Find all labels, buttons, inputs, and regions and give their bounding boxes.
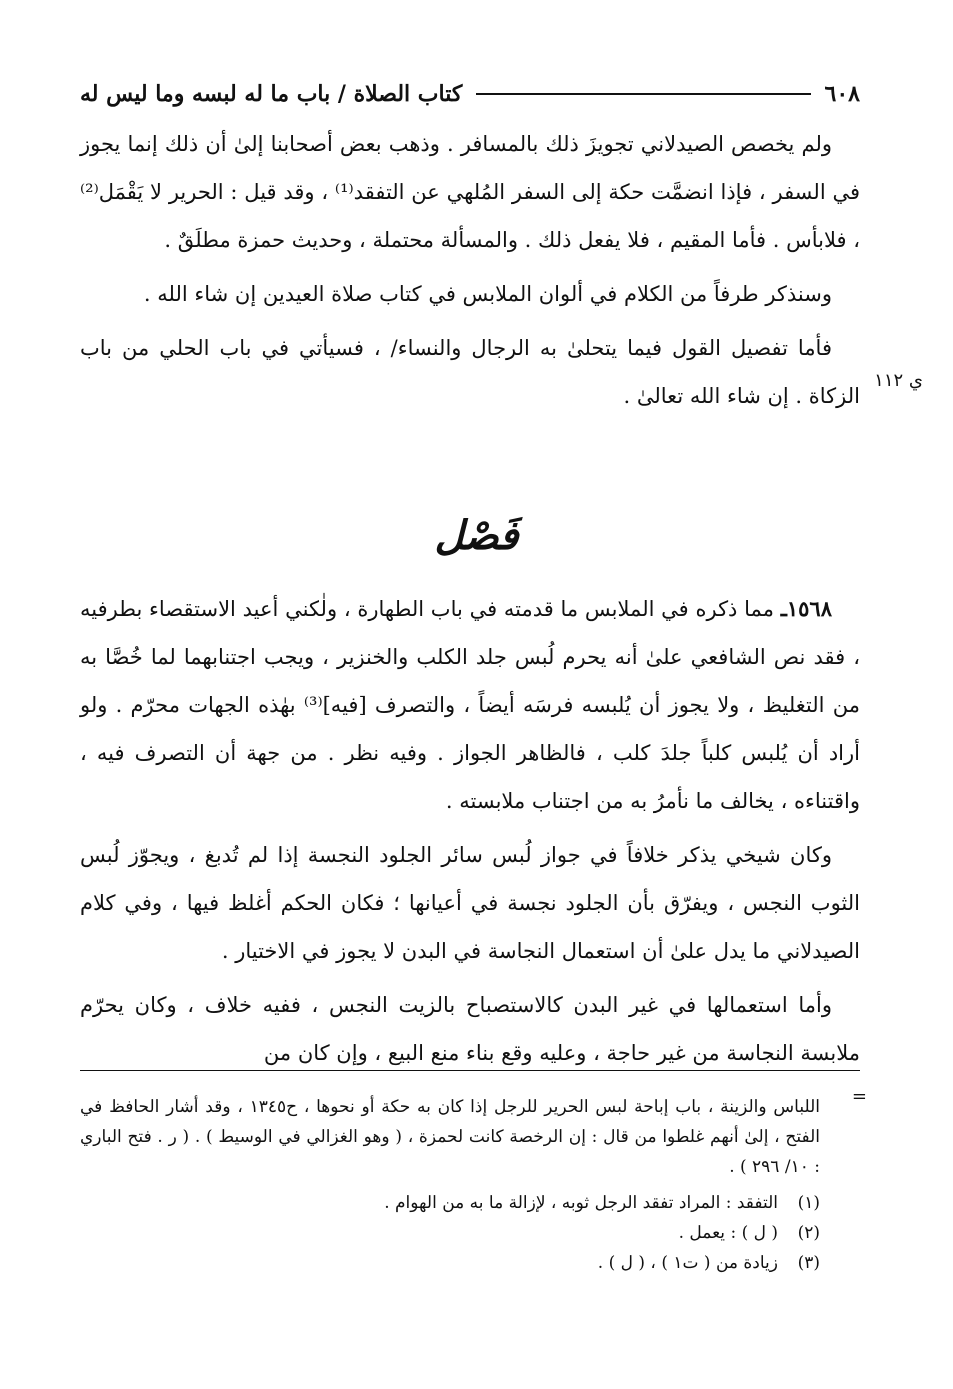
footnote-text: التفقد : المراد تفقد الرجل ثوبه ، لإزالة ما به من الهوام . — [384, 1193, 778, 1213]
footnotes — [80, 1092, 820, 1278]
footnote-number: (٣) — [797, 1253, 820, 1273]
footnote-marker: = — [851, 1086, 867, 1107]
paragraph-text: مما ذكره في الملابس ما قدمته في باب الطهارة ، ولٰكني أعيد الاستقصاء بطرفيه ، فقد نص الشافعي علىٰ أنه يحرم لُبس جلد الكلب والخنزير ، ويجب اجتنابهما لما خُصَّا به من التغليظ ، ولا يجوز أن يُلبسه فرسَه أيضاً ، والتصرف [فيه]⁽³⁾ بهٰذه الجهات محرّم . ولو أراد أن يُلبس كلباً جلدَ كلب ، فالظاهر الجواز . وفيه نظر . من جهة أن التصرف فيه ، واقتناءه ، يخالف ما نأمرُ به من اجتناب ملابسته . — [80, 597, 860, 813]
footnote-number: (٢) — [797, 1223, 820, 1243]
header-title: كتاب الصلاة / باب ما له لبسه وما ليس له — [80, 81, 463, 107]
footnote-continuation: اللباس والزينة ، باب إباحة لبس الحرير للرجل إذا كان به حكة أو نحوها ، ح١٣٤٥ ، وقد أشار الحافظ في الفتح ، إلىٰ أنهم غلطوا من قال : إن الرخصة كانت لحمزة ، ( وهو الغزالي في الوسيط ) . ( ر . فتح الباري : ١٠/ ٢٩٦ ) . — [80, 1097, 820, 1177]
paragraph-text: وكان شيخي يذكر خلافاً في جواز لُبس سائر الجلود النجسة إذا لم تُدبغ ، ويجوّز لُبس الثوب النجس ، ويفرّق بأن الجلود نجسة في أعيانها ؛ فكان الحكم أغلظ فيها ، وفي كلام الصيدلاني ما يدل علىٰ أن استعمال النجاسة في البدن لا يجوز في الاختيار . — [80, 843, 860, 963]
footnote-text: ( ل ) : يعمل . — [678, 1223, 778, 1243]
footnote-rule — [80, 1070, 860, 1071]
paragraph: ولم يخصص الصيدلاني تجويزَ ذلك بالمسافر . وذهب بعض أصحابنا إلىٰ أن ذلك إنما يجوز في السفر ، فإذا انضمَّت حكة إلى السفر المُلهي عن التفقد⁽¹⁾ ، وقد قيل : الحرير لا يَقْمَل⁽²⁾ ، فلابأس . فأما المقيم ، فلا يفعل ذلك . والمسألة محتملة ، وحديث حمزة مطلَقٌ . — [80, 132, 860, 252]
paragraph — [80, 585, 860, 825]
section-heading: فَصْل — [434, 512, 519, 559]
body-top — [80, 120, 860, 426]
margin-note: ي ١١٢ — [874, 370, 923, 391]
paragraph-text: وأما استعمالها في غير البدن كالاستصباح بالزيت النجس ، ففيه خلاف ، وكان يحرّم ملابسة النجاسة من غير حاجة ، وعليه وقع بناء منع البيع ، وإن كان من — [80, 993, 860, 1065]
paragraph — [80, 831, 860, 975]
page-number: ٦٠٨ — [824, 81, 860, 107]
paragraph: وسنذكر طرفاً من الكلام في ألوان الملابس في كتاب صلاة العيدين إن شاء الله . — [143, 282, 832, 306]
body-bottom — [80, 585, 860, 1083]
footnote-number: (١) — [797, 1193, 820, 1213]
footnote — [80, 1218, 820, 1248]
footnote — [80, 1248, 820, 1278]
header-rule — [476, 93, 810, 95]
paragraph: فأما تفصيل القول فيما يتحلىٰ به الرجال والنساء/ ، فسيأتي في باب الحلي من باب الزكاة . إن شاء الله تعالىٰ . — [80, 336, 860, 408]
running-header — [80, 74, 860, 114]
footnote-text: زيادة من ( ت١ ) ، ( ل ) . — [597, 1253, 778, 1273]
paragraph-number: ١٥٦٨ـ — [780, 596, 832, 621]
paragraph — [80, 981, 860, 1077]
footnote — [80, 1188, 820, 1218]
